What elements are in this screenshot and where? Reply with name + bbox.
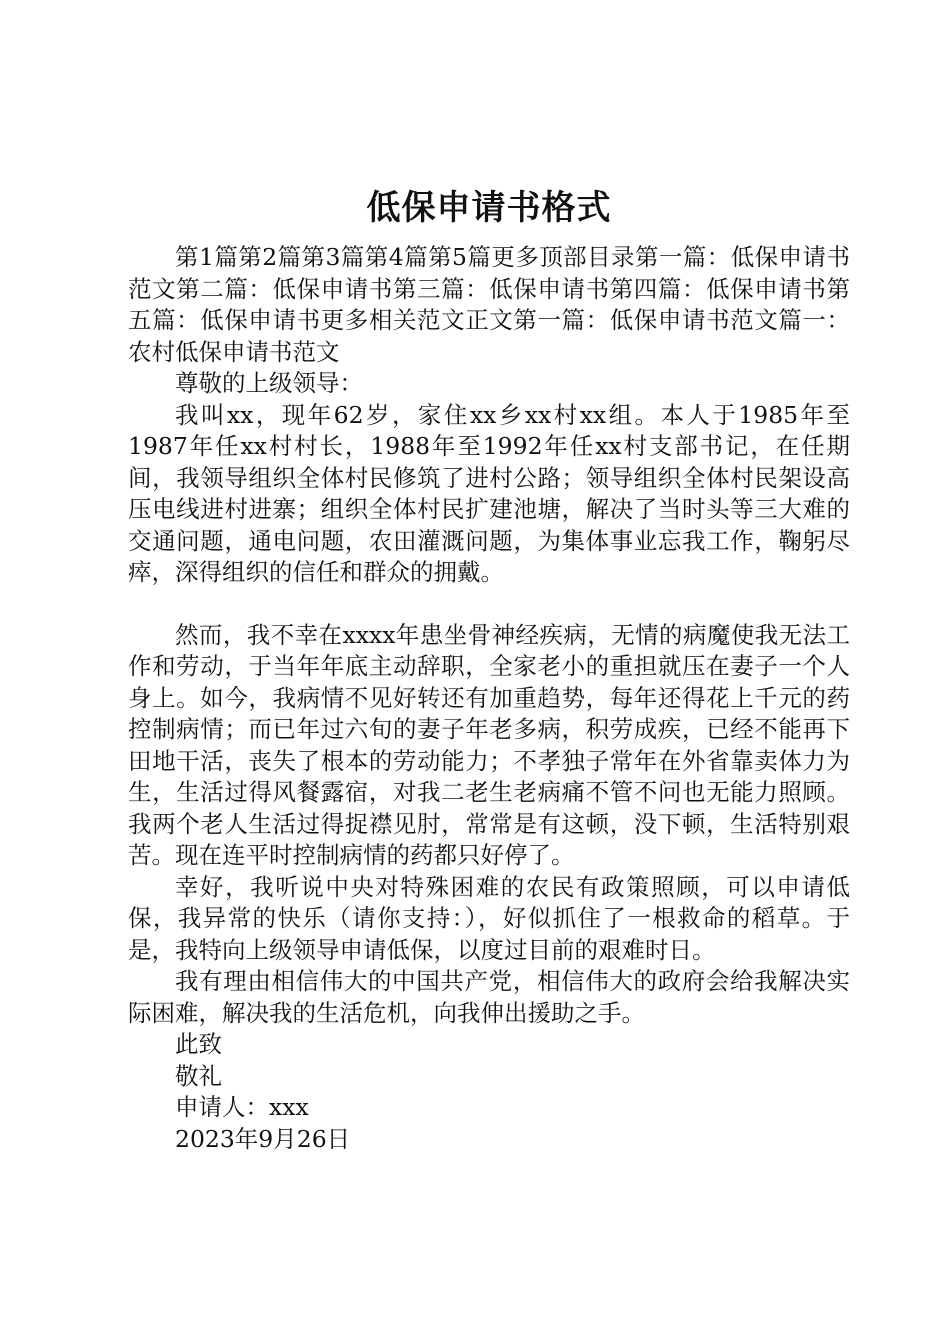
document-page <box>128 180 850 1155</box>
body-paragraph-2: 然而，我不幸在xxxx年患坐骨神经疾病，无情的病魔使我无法工作和劳动，于当年年底主动辞职，全家老小的重担就压在妻子一个人身上。如今，我病情不见好转还有加重趋势，每年还得花上千元的药控制病情；而已年过六旬的妻子年老多病，积劳成疾，已经不能再下田地干活，丧失了根本的劳动能力；不孝独子常年在外省靠卖体力为生，生活过得风餐露宿，对我二老生老病痛不管不问也无能力照顾。我两个老人生活过得捉襟见肘，常常是有这顿，没下顿，生活特别艰苦。现在连平时控制病情的药都只好停了。 <box>128 620 850 869</box>
document-date: 2023年9月26日 <box>175 1124 351 1153</box>
toc-paragraph: 第1篇第2篇第3篇第4篇第5篇更多顶部目录第一篇：低保申请书范文第二篇：低保申请书第三篇：低保申请书第四篇：低保申请书第五篇：低保申请书更多相关范文正文第一篇：低保申请书范文篇一：农村低保申请书范文 <box>128 243 850 366</box>
salutation: 尊敬的上级领导： <box>175 369 363 397</box>
body-paragraph-4: 我有理由相信伟大的中国共产党，相信伟大的政府会给我解决实际困难，解决我的生活危机，向我伸出援助之手。 <box>128 967 850 1027</box>
body-paragraph-3: 幸好，我听说中央对特殊困难的农民有政策照顾，可以申请低保，我异常的快乐（请你支持：），好似抓住了一根救命的稻草。于是，我特向上级领导申请低保，以度过目前的艰难时日。 <box>128 872 850 964</box>
document-title: 低保申请书格式 <box>366 188 612 228</box>
body-paragraph-1: 我叫xx，现年62岁，家住xx乡xx村xx组。本人于1985年至1987年任xx村村长，1988年至1992年任xx村支部书记，在任期间，我领导组织全体村民修筑了进村公路；领导组织全体村民架设高压电线进村进寨；组织全体村民扩建池塘，解决了当时头等三大难的交通问题，通电问题，农田灌溉问题，为集体事业忘我工作，鞠躬尽瘁，深得组织的信任和群众的拥戴。 <box>128 400 850 586</box>
closing-line-2: 敬礼 <box>175 1061 222 1090</box>
closing-line-1: 此致 <box>175 1030 222 1058</box>
applicant-signature: 申请人：xxx <box>175 1093 309 1121</box>
paragraph-gap <box>128 589 850 620</box>
